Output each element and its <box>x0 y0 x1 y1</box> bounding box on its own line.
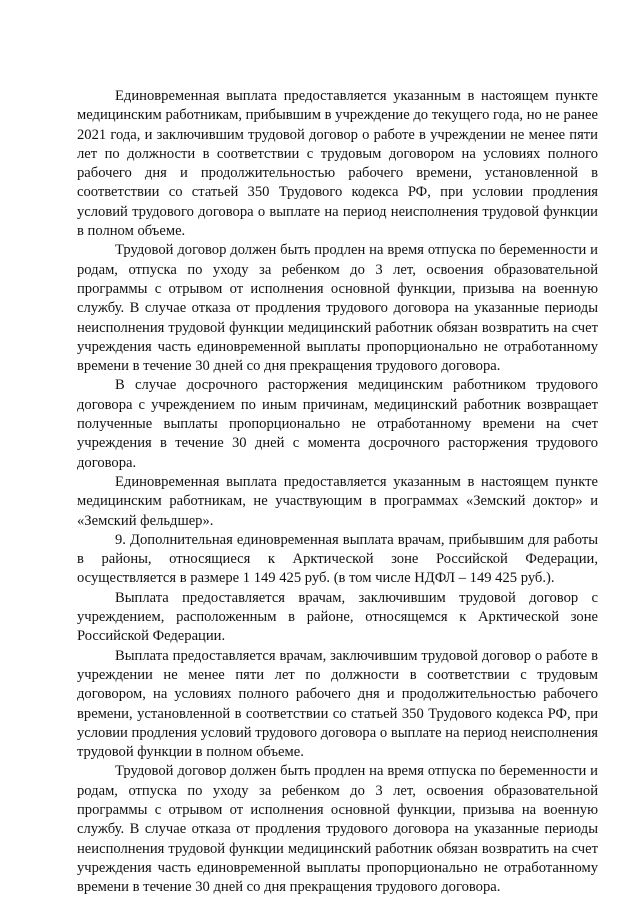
paragraph-contract-extension: Трудовой договор должен быть продлен на время отпуска по беременности и родам, отпуска по уходу за ребенком до 3 лет, освоения образовательной программы с отрывом от исполнения основной функции, призыва на военную службу. В случае отказа от продления трудового договора на указанные периоды неисполнения трудовой функции медицинский работник обязан возвратить на счет учреждения часть единовременной выплаты пропорционально не отработанному времени в течение 30 дней со дня прекращения трудового договора. <box>77 242 598 375</box>
paragraph-lump-sum-eligibility: Единовременная выплата предоставляется указанным в настоящем пункте медицинским работникам, прибывшим в учреждение до текущего года, но не ранее 2021 года, и заключившим трудовой договор о работе в учреждении не менее пяти лет по должности в соответствии с трудовым договором на условиях полного рабочего дня и продолжительностью рабочего времени, установленной в соответствии со статьей 350 Трудового кодекса РФ, при условии продления условий трудового договора о выплате на период неисполнения трудовой функции в полном объеме. <box>77 88 598 240</box>
paragraph-early-termination: В случае досрочного расторжения медицинским работником трудового договора с учреждением по иным причинам, медицинский работник возвращает полученные выплаты пропорционально не отработанному времени на счет учреждения в течение 30 дней с момента досрочного расторжения трудового договора. <box>77 377 598 471</box>
paragraph-arctic-contract-terms: Выплата предоставляется врачам, заключившим трудовой договор о работе в учреждении не менее пяти лет по должности в соответствии с трудовым договором, на условиях полного рабочего дня и продолжительностью рабочего времени, установленной в соответствии со статьей 350 Трудового кодекса РФ, при условии продления условий трудового договора о выплате на период неисполнения трудовой функции в полном объеме. <box>77 647 598 761</box>
paragraph-program-exclusion: Единовременная выплата предоставляется указанным в настоящем пункте медицинским работникам, не участвующим в программах «Земский доктор» и «Земский фельдшер». <box>77 473 598 529</box>
paragraph-arctic-payment: 9. Дополнительная единовременная выплата врачам, прибывшим для работы в районы, относящиеся к Арктической зоне Российской Федерации, осуществляется в размере 1 149 425 руб. (в том числе НДФЛ – 149 425 руб.). <box>77 531 598 587</box>
document-page <box>77 87 598 897</box>
paragraph-arctic-contract-extension: Трудовой договор должен быть продлен на время отпуска по беременности и родам, отпуска по уходу за ребенком до 3 лет, освоения образовательной программы с отрывом от исполнения основной функции, призыва на военную службу. В случае отказа от продления трудового договора на указанные периоды неисполнения трудовой функции медицинский работник обязан возвратить на счет учреждения часть единовременной выплаты пропорционально не отработанному времени в течение 30 дней со дня прекращения трудового договора. <box>77 763 598 896</box>
paragraph-arctic-employer: Выплата предоставляется врачам, заключившим трудовой договор с учреждением, расположенным в районе, относящемся к Арктической зоне Российской Федерации. <box>77 589 598 645</box>
